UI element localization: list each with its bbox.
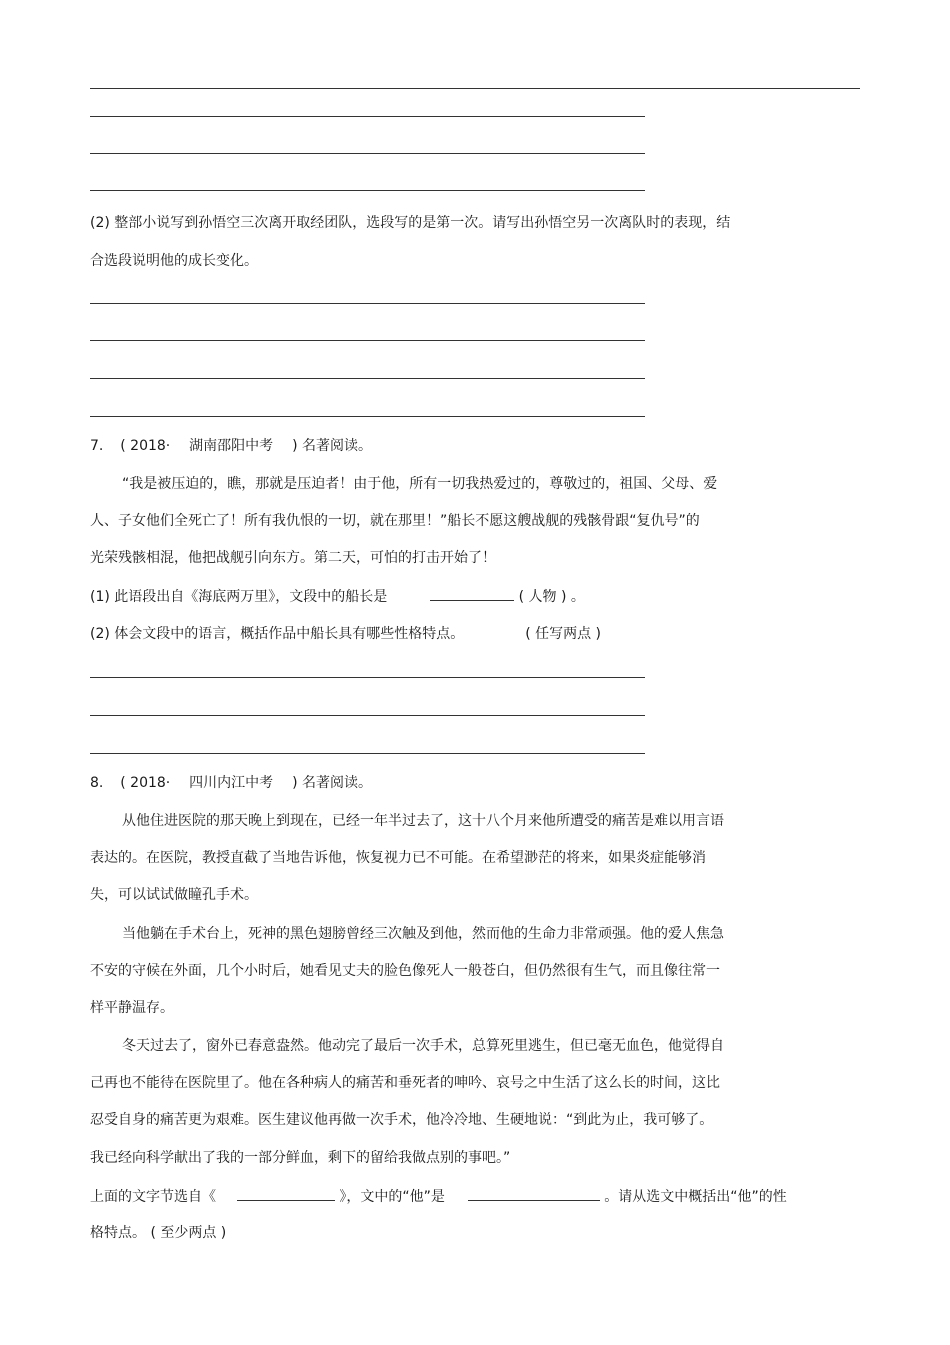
- q7-heading-tail: ) 名著阅读。: [292, 438, 372, 454]
- q7-passage-line2: 人、子女他们全死亡了！所有我仇恨的一切，就在那里！”船长不愿这艘战舰的残骸骨跟“复仇号”的: [90, 513, 700, 529]
- q8-p1-line3: 失，可以试试做瞳孔手术。: [90, 887, 258, 903]
- q7-source-year: ( 2018·: [120, 438, 171, 454]
- q8-question-part3: 。请从选文中概括出“他”的性: [604, 1189, 787, 1205]
- q7-sub1: [90, 586, 585, 607]
- answer-line[interactable]: [90, 715, 645, 716]
- q8-heading: [90, 773, 372, 793]
- answer-line[interactable]: [90, 340, 645, 341]
- q8-p3-line2: 己再也不能待在医院里了。他在各种病人的痛苦和垂死者的呻吟、哀号之中生活了这么长的时间，这比: [90, 1075, 720, 1091]
- q8-heading-tail: ) 名著阅读。: [292, 775, 372, 791]
- q7-passage-line1: “我是被压迫的，瞧，那就是压迫者！由于他，所有一切我热爱过的，尊敬过的，祖国、父母、爱: [122, 476, 718, 492]
- answer-line[interactable]: [90, 190, 645, 191]
- q8-source-place: 四川内江中考: [189, 775, 274, 791]
- q8-p3-line3: 忍受自身的痛苦更为艰难。医生建议他再做一次手术，他冷冷地、生硬地说：“到此为止，我可够了。: [90, 1112, 714, 1128]
- q8-p3-line1: 冬天过去了，窗外已春意盎然。他动完了最后一次手术，总算死里逃生，但已毫无血色，他觉得自: [122, 1038, 724, 1054]
- answer-line[interactable]: [90, 116, 645, 117]
- q8-person-blank[interactable]: [468, 1186, 600, 1201]
- answer-line[interactable]: [90, 378, 645, 379]
- q7-sub2: [90, 624, 601, 644]
- q8-p3-line4: 我已经向科学献出了我的一部分鲜血，剩下的留给我做点别的事吧。”: [90, 1150, 511, 1166]
- answer-line[interactable]: [90, 88, 860, 89]
- answer-line[interactable]: [90, 416, 645, 417]
- q6-sub2-line1: (2) 整部小说写到孙悟空三次离开取经团队，选段写的是第一次。请写出孙悟空另一次离队时的表现，结: [90, 215, 731, 231]
- q8-number: 8.: [90, 775, 104, 791]
- answer-line[interactable]: [90, 303, 645, 304]
- q8-p2-line3: 样平静温存。: [90, 1000, 174, 1016]
- answer-line[interactable]: [90, 153, 645, 154]
- answer-line[interactable]: [90, 753, 645, 754]
- q8-source-year: ( 2018·: [120, 775, 171, 791]
- q7-sub1-text: (1) 此语段出自《海底两万里》，文段中的船长是: [90, 589, 388, 605]
- q8-question-part1: 上面的文字节选自《: [90, 1189, 216, 1205]
- q7-passage-line3: 光荣残骸相混，他把战舰引向东方。第二天，可怕的打击开始了！: [90, 550, 496, 566]
- q6-sub2-line2: 合选段说明他的成长变化。: [90, 253, 258, 269]
- q7-sub1-tail: ( 人物 ) 。: [518, 589, 585, 605]
- q7-number: 7.: [90, 438, 104, 454]
- q7-heading: [90, 436, 372, 456]
- q8-p2-line2: 不安的守候在外面，几个小时后，她看见丈夫的脸色像死人一般苍白，但仍然很有生气，而且像往常一: [90, 963, 720, 979]
- q8-question-part2: 》，文中的“他”是: [339, 1189, 445, 1205]
- answer-line[interactable]: [90, 677, 645, 678]
- q7-source-place: 湖南邵阳中考: [189, 438, 274, 454]
- q8-question-line1: [90, 1186, 787, 1207]
- q8-question-line2: 格特点。 ( 至少两点 ): [90, 1225, 227, 1241]
- q8-p2-line1: 当他躺在手术台上，死神的黑色翅膀曾经三次触及到他，然而他的生命力非常顽强。他的爱人焦急: [122, 926, 724, 942]
- q7-sub2-text: (2) 体会文段中的语言，概括作品中船长具有哪些性格特点。: [90, 626, 465, 642]
- q8-book-blank[interactable]: [237, 1186, 335, 1201]
- q8-p1-line1: 从他住进医院的那天晚上到现在，已经一年半过去了，这十八个月来他所遭受的痛苦是难以用言语: [122, 813, 724, 829]
- q7-sub2-tail: ( 任写两点 ): [525, 626, 602, 642]
- q8-p1-line2: 表达的。在医院，教授直截了当地告诉他，恢复视力已不可能。在希望渺茫的将来，如果炎症能够消: [90, 850, 706, 866]
- q7-sub1-blank[interactable]: [430, 586, 514, 601]
